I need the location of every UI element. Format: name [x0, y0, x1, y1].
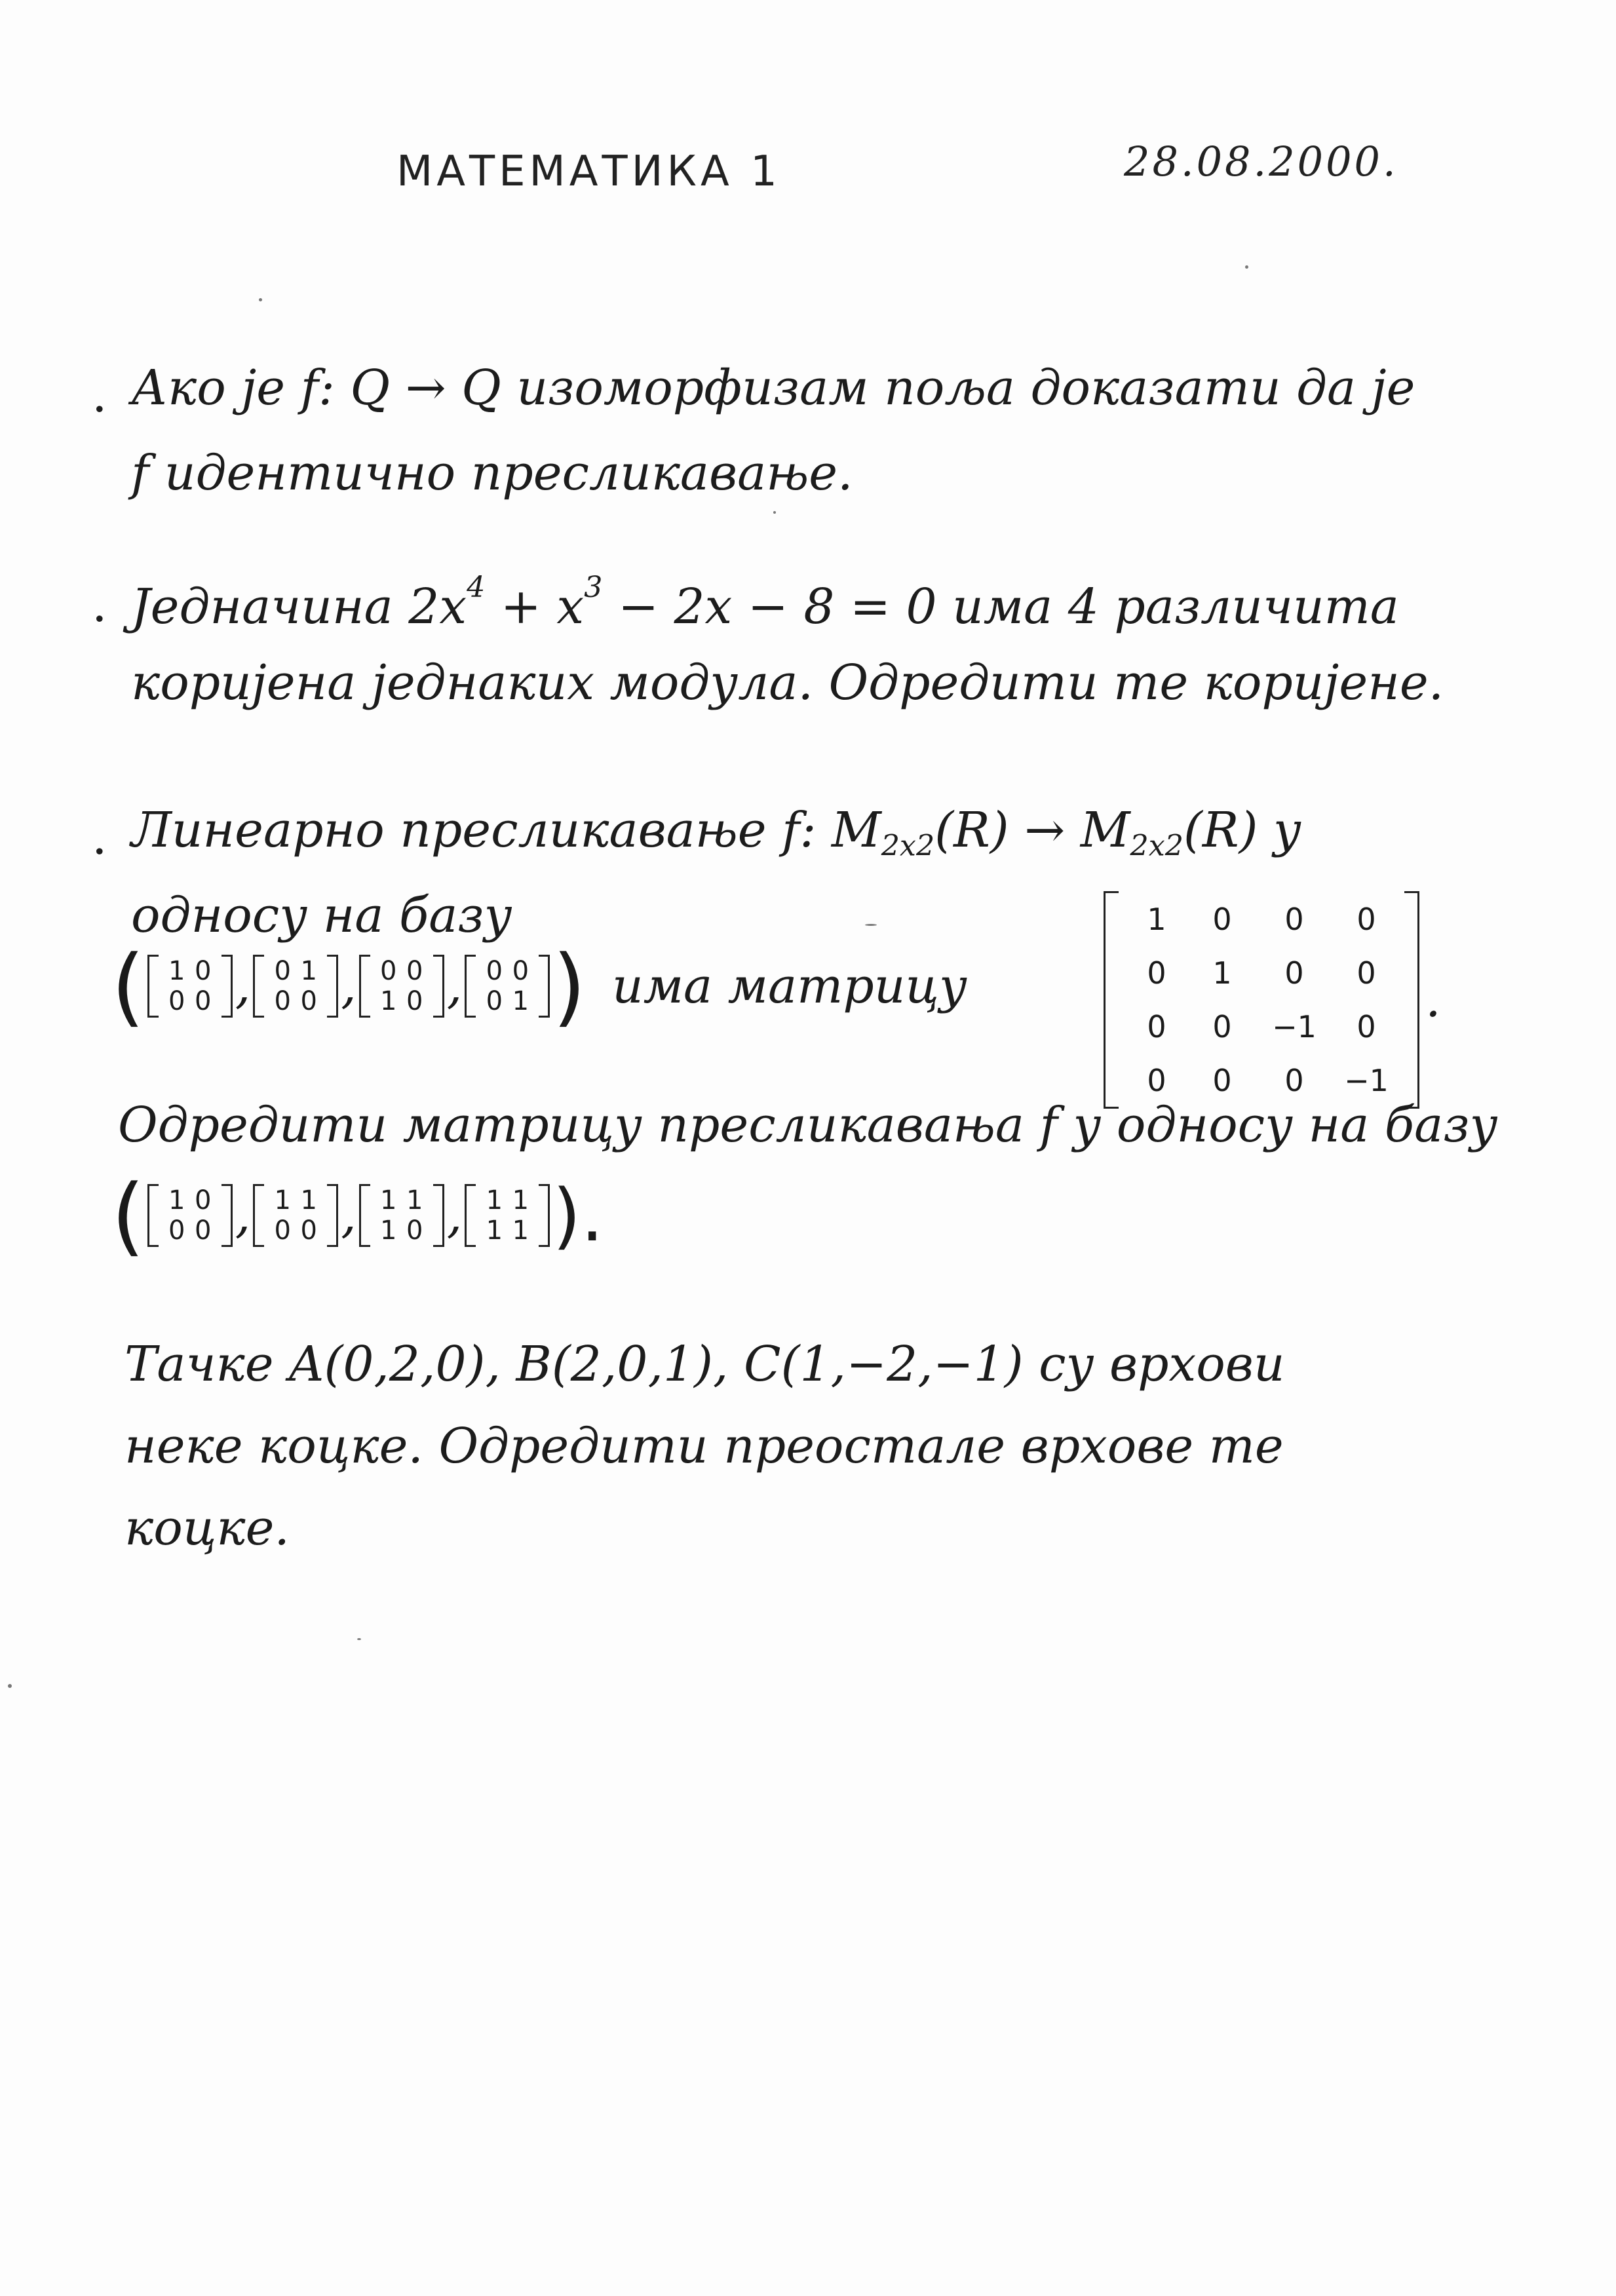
problem-4-line-2: неке коцке. Одредити преостале врхове те — [125, 1418, 1284, 1474]
problem-4-line-1: Тачке A(0,2,0), B(2,0,1), C(1,−2,−1) су врхови — [125, 1336, 1285, 1392]
bullet-problem-3: . — [92, 809, 107, 866]
problem-4-line-3: коцке. — [125, 1500, 290, 1556]
open-paren-2: ( — [111, 1166, 145, 1265]
problem-3-line-1 — [131, 802, 1301, 863]
subscript-2x2-a: 2x2 — [881, 829, 935, 863]
bullet-problem-1: . — [92, 367, 107, 423]
problem-2-line-1 — [131, 571, 1399, 635]
problem-1-line-1: Ако је f: Q → Q изоморфизам поља доказати да је — [131, 360, 1415, 416]
mapping-part-c: (R) у — [1183, 802, 1301, 858]
scan-speck — [8, 1684, 12, 1688]
has-matrix-label: има матрицу — [612, 958, 967, 1014]
exponent-3: 3 — [584, 571, 603, 604]
open-paren: ( — [111, 936, 145, 1036]
basis-2-matrix-3: 1 1 1 0 — [359, 1184, 444, 1247]
basis-2-row: ( 1 0 0 0 , 1 1 0 0 , 1 1 1 0 , 1 1 1 1 ). — [111, 1166, 604, 1265]
close-paren: ) — [552, 936, 587, 1036]
matrix-period: . — [1425, 972, 1441, 1028]
basis-2-matrix-2: 1 1 0 0 — [253, 1184, 338, 1247]
transformation-matrix — [1101, 891, 1441, 1109]
exponent-4: 4 — [467, 571, 486, 604]
exam-title: МАТЕМАТИКА 1 — [396, 147, 781, 196]
bullet-problem-2: . — [92, 577, 107, 633]
matrix-4x4: 1 0 0 0 0 1 0 0 0 0 −1 0 0 0 0 −1 — [1104, 891, 1419, 1109]
scan-speck — [259, 298, 262, 301]
basis-1-row: ( 1 0 0 0 , 0 1 0 0 , 0 0 1 0 , 0 0 0 1 ) има матрицу — [111, 936, 967, 1036]
equation-part-c: − 2x − 8 = 0 има 4 различита — [602, 578, 1399, 635]
problem-2-line-2: коријена једнаких модула. Одредити те коријене. — [131, 655, 1444, 711]
basis-2-matrix-1: 1 0 0 0 — [147, 1184, 233, 1247]
scan-speck — [773, 511, 776, 514]
equation-part-a: Једначина 2x — [131, 578, 467, 635]
mapping-part-b: (R) → M — [934, 802, 1130, 858]
basis-1-matrix-4: 0 0 0 1 — [465, 955, 550, 1018]
basis-1-matrix-2: 0 1 0 0 — [253, 955, 338, 1018]
scan-speck — [865, 924, 877, 926]
problem-1-line-2: f идентично пресликавање. — [131, 445, 853, 501]
equation-part-b: + x — [485, 578, 585, 635]
problem-3-line-4: Одредити матрицу пресликавања f у односу на базу — [118, 1097, 1498, 1153]
scan-speck — [357, 1638, 361, 1640]
exam-date: 28.08.2000. — [1124, 138, 1398, 185]
basis-1-matrix-3: 0 0 1 0 — [359, 955, 444, 1018]
basis-2-matrix-4: 1 1 1 1 — [465, 1184, 550, 1247]
subscript-2x2-b: 2x2 — [1130, 829, 1184, 863]
basis-2-end: ). — [552, 1174, 604, 1257]
problem-3-line-2: односу на базу — [131, 887, 512, 944]
basis-1-matrix-1: 1 0 0 0 — [147, 955, 233, 1018]
scan-speck — [1245, 265, 1248, 269]
mapping-part-a: Линеарно пресликавање f: M — [131, 802, 881, 858]
